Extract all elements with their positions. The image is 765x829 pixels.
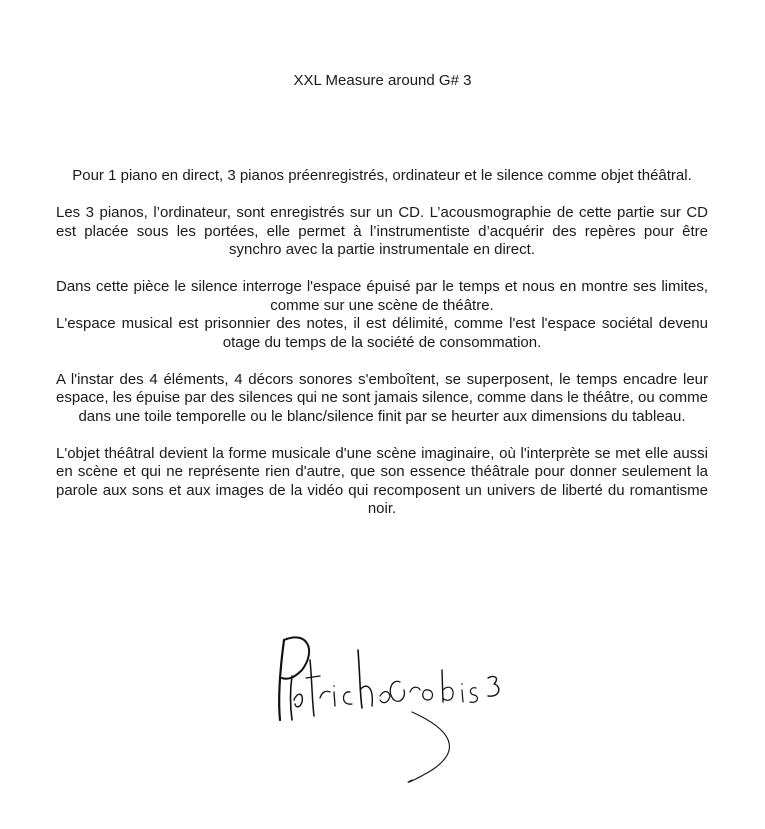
handwritten-signature-icon <box>262 620 512 790</box>
document-body <box>56 167 708 537</box>
paragraph-silence-space: Dans cette pièce le silence interroge l'espace épuisé par le temps et nous en montre ses limites, comme sur une scène de théâtre. L'espace musical est prisonnier des notes, il est délimité, comme l'est l'espace sociétal devenu otage du temps de la société de consommation. <box>56 278 708 351</box>
paragraph-instrumentation: Pour 1 piano en direct, 3 pianos préenregistrés, ordinateur et le silence comme objet théâtral. <box>72 167 692 184</box>
paragraph-cd-acousmography: Les 3 pianos, l’ordinateur, sont enregistrés sur un CD. L’acousmographie de cette partie sur CD est placée sous les portées, elle permet à l’instrumentiste d’acquérir des repères pour être synchro avec la partie instrumentale en direct. <box>56 204 708 258</box>
paragraph-theatrical-object: L'objet théâtral devient la forme musicale d'une scène imaginaire, où l'interprète se met elle aussi en scène et qui ne représente rien d'autre, que son essence théâtrale pour donner seulement la parole aux sons et aux images de la vidéo qui recomposent un univers de liberté du romantisme noir. <box>56 444 708 517</box>
paragraph-four-elements: A l'instar des 4 éléments, 4 décors sonores s'emboîtent, se superposent, le temps encadre leur espace, les épuise par des silences qui ne sont jamais silence, comme dans le théâtre, ou comme dans une toile temporelle ou le blanc/silence finit par se heurter aux dimensions du tableau. <box>56 370 709 425</box>
page-title: XXL Measure around G# 3 <box>293 72 472 89</box>
